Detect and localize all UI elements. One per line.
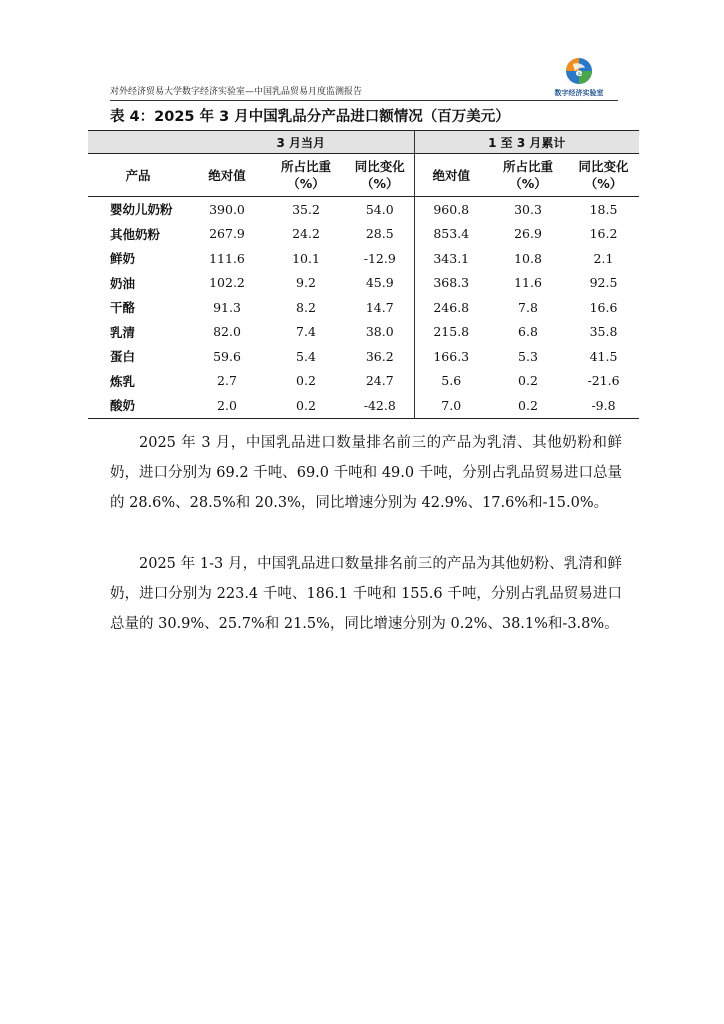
col-yoy-month: 同比变化 （%） — [346, 154, 414, 197]
month-share: 0.2 — [266, 393, 346, 418]
cum-abs: 7.0 — [414, 393, 488, 418]
header-text: 对外经济贸易大学数字经济实验室—中国乳品贸易月度监测报告 — [110, 87, 363, 97]
svg-text:e: e — [575, 68, 583, 79]
column-header-row — [88, 154, 639, 197]
cum-yoy: 2.1 — [593, 250, 614, 266]
cum-yoy: 41.5 — [589, 348, 618, 364]
table-row — [88, 369, 639, 394]
group-header-cumulative: 1 至 3 月累计 — [414, 131, 639, 154]
cum-abs: 5.6 — [414, 369, 488, 394]
group-header-month: 3 月当月 — [188, 131, 414, 154]
month-share: 7.4 — [296, 324, 316, 340]
cum-abs: 215.8 — [414, 320, 488, 345]
month-yoy: 45.9 — [365, 275, 394, 291]
product-name: 炼乳 — [110, 373, 136, 389]
cum-share: 0.2 — [518, 373, 538, 389]
month-abs: 111.6 — [209, 250, 245, 266]
cum-yoy: 92.5 — [589, 275, 618, 291]
cum-abs: 853.4 — [414, 222, 488, 247]
table-row — [88, 271, 639, 296]
month-abs: 82.0 — [213, 324, 241, 340]
product-name: 干酪 — [110, 300, 136, 316]
month-yoy: -42.8 — [346, 393, 414, 418]
product-name: 鲜奶 — [110, 251, 136, 267]
cum-share: 26.9 — [514, 226, 542, 242]
month-yoy: 38.0 — [365, 324, 394, 340]
cum-share: 0.2 — [488, 393, 568, 418]
month-share: 5.4 — [296, 348, 316, 364]
month-share: 8.2 — [296, 299, 316, 315]
table-title: 表 4：2025 年 3 月中国乳品分产品进口额情况（百万美元） — [110, 109, 510, 125]
globe-logo-icon — [544, 56, 614, 88]
month-yoy: -12.9 — [363, 250, 396, 266]
col-abs-month: 绝对值 — [188, 154, 266, 197]
logo-text: 数字经济实验室 — [554, 89, 604, 97]
table-row — [88, 295, 639, 320]
product-name: 奶油 — [110, 275, 136, 291]
month-yoy: 24.7 — [365, 373, 394, 389]
cum-yoy: 35.8 — [589, 324, 618, 340]
month-share: 0.2 — [296, 373, 316, 389]
month-yoy: 14.7 — [365, 299, 394, 315]
cum-share: 5.3 — [518, 348, 538, 364]
table-row — [88, 222, 639, 247]
cum-share: 6.8 — [518, 324, 538, 340]
table-row — [88, 320, 639, 345]
month-abs: 102.2 — [209, 275, 245, 291]
cum-abs: 166.3 — [414, 344, 488, 369]
month-abs: 2.0 — [188, 393, 266, 418]
cum-yoy: -21.6 — [587, 373, 620, 389]
col-share-month: 所占比重 （%） — [266, 154, 346, 197]
group-header-row — [88, 131, 639, 154]
month-share: 10.1 — [292, 250, 320, 266]
cum-abs: 368.3 — [414, 271, 488, 296]
cum-yoy: 16.6 — [589, 299, 618, 315]
month-share: 9.2 — [296, 275, 316, 291]
table-row — [88, 246, 639, 271]
cum-share: 10.8 — [514, 250, 542, 266]
cum-abs: 246.8 — [414, 295, 488, 320]
cum-yoy: 16.2 — [589, 226, 618, 242]
cum-share: 11.6 — [514, 275, 542, 291]
month-share: 35.2 — [292, 201, 320, 217]
month-share: 24.2 — [292, 226, 320, 242]
col-share-cumulative: 所占比重 （%） — [488, 154, 568, 197]
product-name: 其他奶粉 — [110, 226, 161, 242]
cum-yoy: -9.8 — [568, 393, 639, 418]
month-abs: 91.3 — [213, 299, 241, 315]
product-name: 酸奶 — [88, 393, 188, 418]
table-row — [88, 197, 639, 222]
cum-share: 7.8 — [518, 299, 538, 315]
import-value-table — [88, 130, 639, 419]
month-yoy: 28.5 — [365, 226, 394, 242]
cum-share: 30.3 — [514, 201, 542, 217]
month-abs: 2.7 — [217, 373, 237, 389]
table-row — [88, 393, 639, 418]
month-yoy: 54.0 — [365, 201, 394, 217]
month-abs: 390.0 — [209, 201, 245, 217]
col-product: 产品 — [88, 154, 188, 197]
col-yoy-cumulative: 同比变化 （%） — [568, 154, 639, 197]
cum-abs: 343.1 — [414, 246, 488, 271]
paragraph-q1: 2025 年 1-3 月，中国乳品进口数量排名前三的产品为其他奶粉、乳清和鲜奶，进口分别为 223.4 千吨、186.1 千吨和 155.6 千吨，分别占乳品贸易进口总量的 30.9%、25.7%和 21.5%，同比增速分别为 0.2%、38.1%和-3.8%。 — [110, 556, 622, 632]
product-name: 婴幼儿奶粉 — [110, 202, 173, 218]
page-header — [110, 68, 618, 101]
paragraph-march: 2025 年 3 月，中国乳品进口数量排名前三的产品为乳清、其他奶粉和鲜奶，进口分别为 69.2 千吨、69.0 千吨和 49.0 千吨，分别占乳品贸易进口总量的 28.6%、28.5%和 20.3%，同比增速分别为 42.9%、17.6%和-15.0%。 — [110, 435, 622, 511]
cum-yoy: 18.5 — [589, 201, 618, 217]
product-name: 乳清 — [110, 324, 136, 340]
month-abs: 59.6 — [213, 348, 241, 364]
lab-logo — [544, 56, 614, 98]
month-yoy: 36.2 — [365, 348, 394, 364]
product-name: 蛋白 — [110, 349, 136, 365]
col-abs-cumulative: 绝对值 — [414, 154, 488, 197]
table-row — [88, 344, 639, 369]
month-abs: 267.9 — [209, 226, 245, 242]
cum-abs: 960.8 — [414, 197, 488, 222]
